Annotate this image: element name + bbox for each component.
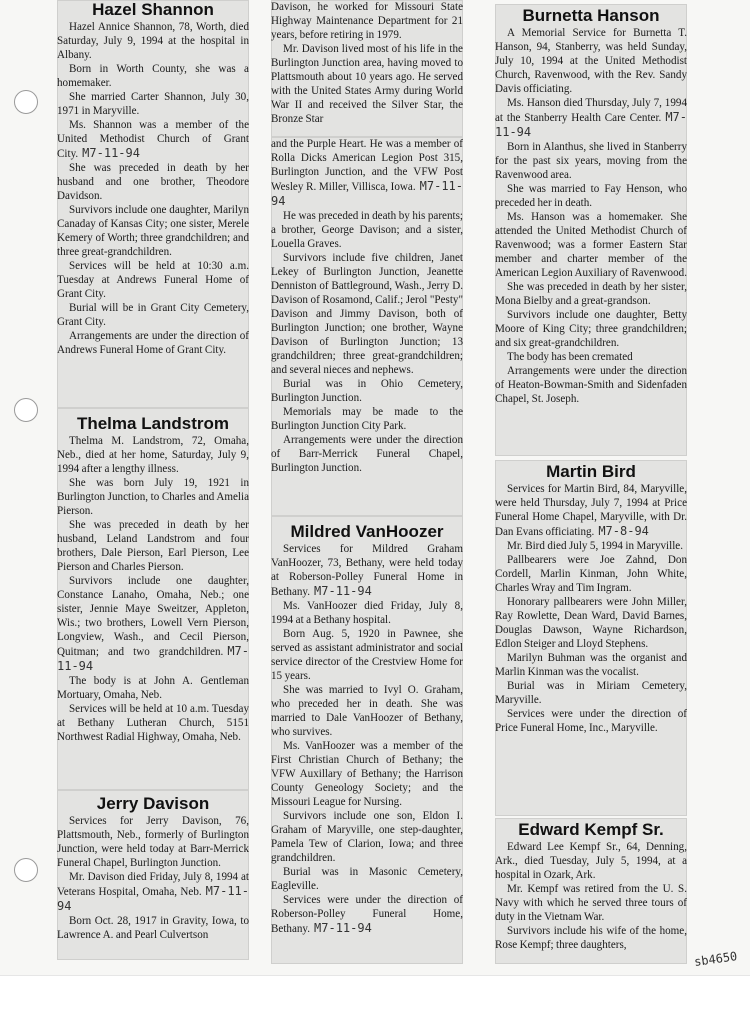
paragraph: Survivors include five children, Janet Lekey of Burlington Junction, Jeanette Denniston of Battleground, Wash., Jerry D. Davison of Rosamond, Calif.; Jerol "Pesty" Davison and Jimmy Davison, both of Burlington Junction; one brother, Wayne Davison of Burlington Junction; 13 grandchildren; three great-grandchildren; and several nieces and nephews. (271, 252, 463, 376)
paragraph: Arrangements were under the direction of Barr-Merrick Funeral Chapel, Burlington Junction. (271, 434, 463, 474)
handwritten-date: M7-8-94 (598, 524, 649, 538)
paragraph: Born Oct. 28, 1917 in Gravity, Iowa, to Lawrence A. and Pearl Culvertson (57, 915, 249, 941)
paragraph-text: Services for Martin Bird, 84, Maryville, were held Thursday, July 7, 1994 at Price Funeral Home Chapel, Maryville, with Dr. Dan Evans officiating. (495, 483, 687, 538)
paragraph: She was preceded in death by her husband and one brother, Theodore Davidson. (57, 162, 249, 202)
punch-hole-bottom (14, 858, 38, 882)
paragraph: Arrangements are under the direction of Andrews Funeral Home of Grant City. (57, 330, 249, 356)
page-margin-bottom (0, 975, 750, 1034)
paragraph: Marilyn Buhman was the organist and Marlin Kinman was the vocalist. (495, 652, 687, 678)
paragraph: Services were under the direction of Price Funeral Home, Inc., Maryville. (495, 708, 687, 734)
handwritten-date: M7-11-94 (314, 921, 372, 935)
handwritten-date: M7-11-94 (271, 179, 463, 208)
paragraph: Services will be held at 10 a.m. Tuesday at Bethany Lutheran Church, 5151 Northwest Radial Highway, Omaha, Neb. (57, 703, 249, 743)
paragraph: Arrangements were under the direction of Heaton-Bowman-Smith and Sidenfaden Chapel, St. Joseph. (495, 365, 687, 405)
paragraph: Survivors include one son, Eldon I. Graham of Maryville, one step-daughter, Pamela Tew of Clarion, Iowa; and three grandchildren. (271, 810, 463, 864)
punch-hole-top (14, 90, 38, 114)
paragraph: Born in Alanthus, she lived in Stanberry for the past six years, moving from the Ravenwood area. (495, 141, 687, 181)
paragraph: Memorials may be made to the Burlington Junction City Park. (271, 406, 463, 432)
handwritten-date: M7-11-94 (57, 644, 249, 673)
paragraph: She was born July 19, 1921 in Burlington Junction, to Charles and Amelia Pierson. (57, 477, 249, 517)
paragraph: Davison, he worked for Missouri State Highway Maintenance Department for 21 years, before retiring in 1979. (271, 1, 463, 41)
handwritten-date: M7-11-94 (495, 110, 687, 139)
paragraph: Mr. Kempf was retired from the U. S. Navy with which he served three tours of duty in the Vietnam War. (495, 883, 687, 923)
handwritten-page-code: sb4650 (693, 949, 739, 969)
paragraph: She was married to Fay Henson, who preceded her in death. (495, 183, 687, 209)
paragraph: Hazel Annice Shannon, 78, Worth, died Saturday, July 9, 1994 at the hospital in Albany. (57, 21, 249, 61)
paragraph: Services for Jerry Davison, 76, Plattsmouth, Neb., formerly of Burlington Junction, were held today at Barr-Merrick Funeral Chapel, Burlington Junction. (57, 815, 249, 869)
paragraph-text: Mr. Davison died Friday, July 8, 1994 at Veterans Hospital, Omaha, Neb. (57, 871, 249, 898)
paragraph: Edward Lee Kempf Sr., 64, Denning, Ark., died Tuesday, July 5, 1994, at a hospital in Ozark, Ark. (495, 841, 687, 881)
paragraph: Ms. VanHoozer was a member of the First Christian Church of Bethany; the VFW Auxillary of Bethany; the Harrison County Geneology Society; and the Missouri League for Nursing. (271, 740, 463, 808)
paragraph-text: Survivors include one daughter, Constance Lanaho, Omaha, Neb.; one sister, Jennie Maye Sweitzer, Appleton, Wis.; two brothers, Lowell Vern Pierson, Longview, Wash., and Cecil Pierson, Quitman; and two grandchildren. (57, 575, 249, 658)
handwritten-date: M7-11-94 (314, 584, 372, 598)
obituary-jerry-davison-part-1 (57, 790, 249, 960)
paragraph: She was married to Ivyl O. Graham, who preceded her in death. She was married to Dale VanHoozer of Bethany, who survives. (271, 684, 463, 738)
obituary-title: Hazel Shannon (92, 0, 214, 19)
paragraph (57, 574, 249, 674)
paragraph (57, 118, 249, 161)
obituary-burnetta-hanson (495, 4, 687, 456)
paragraph: He was preceded in death by his parents; a brother, George Davison; and a sister, Louella Graves. (271, 210, 463, 250)
obituary-thelma-landstrom (57, 408, 249, 790)
paragraph (495, 96, 687, 140)
paragraph: Survivors include his wife of the home, Rose Kempf; three daughters, (495, 925, 687, 951)
handwritten-date: M7-11-94 (82, 146, 140, 160)
paragraph: Pallbearers were Joe Zahnd, Don Cordell, Marlin Kinman, John White, Charles Wray and Tim Ingram. (495, 554, 687, 594)
handwritten-date: M7-11-94 (57, 884, 249, 913)
paragraph: Honorary pallbearers were John Miller, Ray Rowlette, Dean Ward, David Barnes, Douglas Dawson, Wayne Richardson, Edlon Steiger and Lloyd Stephens. (495, 596, 687, 650)
paragraph: Burial was in Ohio Cemetery, Burlington Junction. (271, 378, 463, 404)
paragraph: She was preceded in death by her husband, Leland Landstrom and four brothers, Dale Pierson, Earl Pierson, Lee Pierson and Charles Pierson. (57, 519, 249, 573)
paragraph-text: Services for Mildred Graham VanHoozer, 73, Bethany, were held today at Roberson-Polley Funeral Home in Bethany. (271, 543, 463, 598)
obituary-title: Burnetta Hanson (522, 6, 660, 25)
paragraph: The body is at John A. Gentleman Mortuary, Omaha, Neb. (57, 675, 249, 701)
paragraph: Services will be held at 10:30 a.m. Tuesday at Andrews Funeral Home of Grant City. (57, 260, 249, 300)
obituary-mildred-vanhoozer (271, 516, 463, 964)
obituary-title: Martin Bird (546, 462, 636, 481)
paragraph: Mr. Bird died July 5, 1994 in Maryville. (507, 540, 684, 552)
paragraph: Born in Worth County, she was a homemaker. (57, 63, 249, 89)
paragraph: A Memorial Service for Burnetta T. Hanson, 94, Stanberry, was held Sunday, July 10, 1994 at the United Methodist Church, Ravenwood, with the Rev. Sandy Davis officiating. (495, 27, 687, 95)
obituary-title: Jerry Davison (96, 794, 210, 813)
obituary-title: Edward Kempf Sr. (518, 820, 664, 839)
paragraph (57, 870, 249, 914)
paragraph: She was preceded in death by her sister, Mona Bielby and a great-grandson. (495, 281, 687, 307)
paragraph: Thelma M. Landstrom, 72, Omaha, Neb., died at her home, Saturday, July 9, 1994 after a lengthy illness. (57, 435, 249, 475)
paragraph: Survivors include one daughter, Betty Moore of King City; three grandchildren; and six great-grandchildren. (495, 309, 687, 349)
paragraph (271, 893, 463, 936)
obituary-jerry-davison-part-2 (271, 0, 463, 137)
obituary-edward-kempf (495, 818, 687, 964)
obituary-title: Thelma Landstrom (76, 414, 230, 433)
obituary-title: Mildred VanHoozer (290, 522, 444, 541)
paragraph-text: and the Purple Heart. He was a member of Rolla Dicks American Legion Post 315, Burlington Junction, and the VFW Post Wesley R. Miller, Villisca, Iowa. (271, 138, 463, 193)
paragraph (495, 482, 687, 539)
paragraph: Ms. Hanson was a homemaker. She attended the United Methodist Church of Ravenwood; was a former Eastern Star member and charter member of the American Legion Auxiliary of Ravenwood. (495, 211, 687, 279)
paragraph: Survivors include one daughter, Marilyn Canaday of Kansas City; one sister, Merele Kemery of Worth; three grandchildren; and three great-grandchildren. (57, 204, 249, 258)
paragraph: She married Carter Shannon, July 30, 1971 in Maryville. (57, 91, 249, 117)
paragraph: Burial will be in Grant City Cemetery, Grant City. (57, 302, 249, 328)
paragraph: Burial was in Miriam Cemetery, Maryville. (495, 680, 687, 706)
paragraph-text: Services were under the direction of Roberson-Polley Funeral Home, Bethany. (271, 894, 463, 935)
obituary-martin-bird (495, 460, 687, 816)
paragraph (271, 137, 463, 209)
obituary-jerry-davison-part-3 (271, 137, 463, 516)
paragraph: Burial was in Masonic Cemetery, Eagleville. (271, 866, 463, 892)
paragraph: Born Aug. 5, 1920 in Pawnee, she served as assistant administrator and social service director of the Crestview Home for 15 years. (271, 628, 463, 682)
punch-hole-middle (14, 398, 38, 422)
paragraph: The body has been cremated (507, 351, 633, 363)
paragraph-text: Ms. Hanson died Thursday, July 7, 1994 at the Stanberry Health Care Center. (495, 97, 687, 124)
paragraph-text: Ms. Shannon was a member of the United Methodist Church of Grant City. (57, 119, 249, 160)
paragraph: Mr. Davison lived most of his life in the Burlington Junction area, having moved to Plattsmouth about 10 years ago. He served with the United States Army during World War II and received the Silver Star, the Bronze Star (271, 43, 463, 125)
obituary-hazel-shannon (57, 0, 249, 408)
paragraph: Ms. VanHoozer died Friday, July 8, 1994 at a Bethany hospital. (271, 600, 463, 626)
paragraph (271, 542, 463, 599)
